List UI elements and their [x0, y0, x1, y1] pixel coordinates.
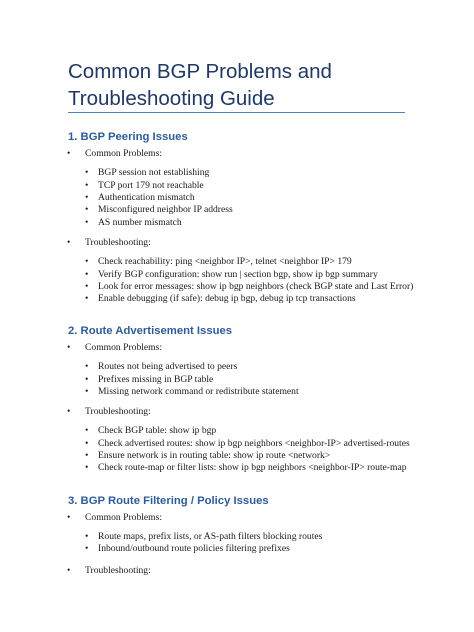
- bullet-icon: •: [85, 293, 89, 304]
- list-item: [85, 462, 407, 473]
- bullet-icon: •: [85, 543, 89, 554]
- bullet-icon: •: [85, 361, 89, 372]
- list-item-text: Prefixes missing in BGP table: [98, 374, 214, 385]
- list-item: [85, 180, 204, 191]
- list-item: [85, 425, 216, 436]
- list-item: [85, 281, 413, 292]
- list-item: [85, 531, 322, 542]
- list-item-text: Misconfigured neighbor IP address: [98, 204, 233, 215]
- bullet-icon: •: [85, 531, 89, 542]
- list-item: [85, 293, 356, 304]
- bullet-icon: •: [67, 148, 71, 159]
- document-title: Common BGP Problems and Troubleshooting Guide: [68, 60, 332, 110]
- bullet-icon: •: [85, 438, 89, 449]
- list-item: [67, 406, 151, 417]
- list-item: [85, 256, 352, 267]
- bullet-icon: •: [85, 180, 89, 191]
- list-item: [85, 543, 290, 554]
- list-item: [85, 167, 209, 178]
- title-underline: [68, 112, 405, 113]
- list-item: [67, 237, 151, 248]
- list-item-text: BGP session not establishing: [98, 167, 210, 178]
- list-item-text: Authentication mismatch: [98, 192, 195, 203]
- list-item: [67, 342, 162, 353]
- list-item-label: Troubleshooting:: [85, 237, 151, 248]
- bullet-icon: •: [85, 386, 89, 397]
- list-item: [85, 204, 233, 215]
- bullet-icon: •: [85, 374, 89, 385]
- list-item-label: Common Problems:: [85, 342, 163, 353]
- list-item-text: Enable debugging (if safe): debug ip bgp, debug ip tcp transactions: [98, 293, 356, 304]
- list-item-text: Check advertised routes: show ip bgp neighbors <neighbor-IP> advertised-routes: [98, 438, 410, 449]
- list-item: [85, 217, 182, 228]
- list-item: [67, 148, 162, 159]
- list-item-text: Routes not being advertised to peers: [98, 361, 238, 372]
- list-item: [85, 438, 410, 449]
- bullet-icon: •: [85, 256, 89, 267]
- bullet-icon: •: [85, 425, 89, 436]
- list-item: [85, 386, 299, 397]
- bullet-icon: •: [85, 192, 89, 203]
- list-item: [85, 450, 330, 461]
- bullet-icon: •: [85, 269, 89, 280]
- list-item-label: Troubleshooting:: [85, 406, 151, 417]
- list-item: [85, 192, 195, 203]
- list-item-text: Check reachability: ping <neighbor IP>, telnet <neighbor IP> 179: [98, 256, 352, 267]
- list-item-text: Route maps, prefix lists, or AS-path filters blocking routes: [98, 531, 323, 542]
- bullet-icon: •: [67, 342, 71, 353]
- bullet-icon: •: [85, 462, 89, 473]
- list-item-text: Check route-map or filter lists: show ip bgp neighbors <neighbor-IP> route-map: [98, 462, 407, 473]
- bullet-icon: •: [85, 450, 89, 461]
- list-item-text: Ensure network is in routing table: show ip route <network>: [98, 450, 331, 461]
- list-item-text: TCP port 179 not reachable: [98, 180, 204, 191]
- bullet-icon: •: [67, 237, 71, 248]
- list-item-text: Look for error messages: show ip bgp neighbors (check BGP state and Last Error): [98, 281, 414, 292]
- list-item-text: Check BGP table: show ip bgp: [98, 425, 217, 436]
- list-item: [85, 361, 237, 372]
- list-item-text: Verify BGP configuration: show run | section bgp, show ip bgp summary: [98, 269, 378, 280]
- list-item-text: AS number mismatch: [98, 217, 182, 228]
- list-item: [67, 512, 162, 523]
- section-heading: 2. Route Advertisement Issues: [68, 325, 233, 337]
- bullet-icon: •: [67, 565, 71, 576]
- list-item-label: Troubleshooting:: [85, 565, 151, 576]
- section-heading: 1. BGP Peering Issues: [68, 131, 188, 143]
- list-item: [85, 374, 213, 385]
- list-item-label: Common Problems:: [85, 512, 163, 523]
- bullet-icon: •: [85, 281, 89, 292]
- list-item-label: Common Problems:: [85, 148, 163, 159]
- list-item-text: Inbound/outbound route policies filtering prefixes: [98, 543, 290, 554]
- list-item: [67, 565, 151, 576]
- list-item-text: Missing network command or redistribute statement: [98, 386, 299, 397]
- bullet-icon: •: [85, 217, 89, 228]
- bullet-icon: •: [67, 406, 71, 417]
- bullet-icon: •: [85, 167, 89, 178]
- list-item: [85, 269, 378, 280]
- bullet-icon: •: [85, 204, 89, 215]
- section-heading: 3. BGP Route Filtering / Policy Issues: [68, 495, 269, 507]
- bullet-icon: •: [67, 512, 71, 523]
